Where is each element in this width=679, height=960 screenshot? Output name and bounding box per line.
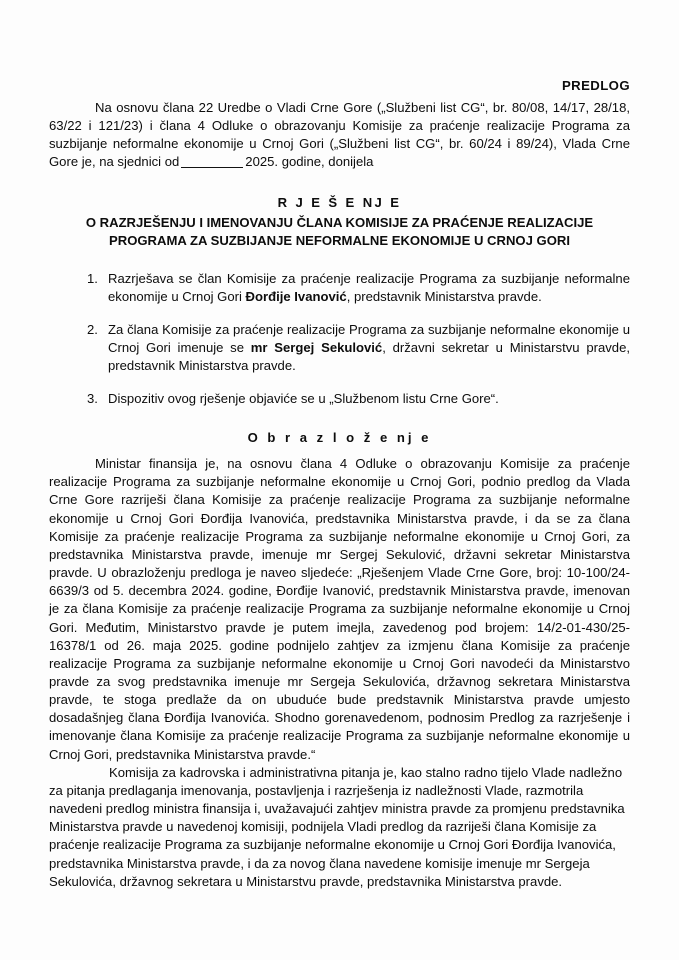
date-blank-field[interactable] [181,167,243,168]
closing-paragraph: Komisija za kadrovska i administrativna pitanja je, kao stalno radno tijelo Vlade nadležno za pitanja predlaganja imenovanja, postavljenja i razrješenja iz nadležnosti Vlade, razmotrila navedeni predlog ministra finansija i, uvažavajući zahtjev ministra pravde za promjenu predstavnika Ministarstva pravde u navedenoj komisiji, podnijela Vladi predlog da razriješi člana Komisije za praćenje realizacije Programa za suzbijanje neformalne ekonomije u Crnoj Gori Đorđija Ivanovića, predstavnika Ministarstva pravde, i da za novog člana navedene komisije imenuje mr Sergeja Sekulovića, državnog sekretara u Ministarstvu pravde, predstavnika Ministarstva pravde. [49,764,625,889]
list-item-text-part2: , predstavnik Ministarstva pravde. [346,288,542,304]
explanation-paragraph: Ministar finansija je, na osnovu člana 4 Odluke o obrazovanju Komisije za praćenje realizacije Programa za suzbijanje neformalne ekonomije u Crnoj Gori, podnio predlog da Vlada Crne Gore razriješi člana Komisije za praćenje realizacije Programa za suzbijanje neformalne ekonomije u Crnoj Gori Đorđija Ivanovića, predstavnika Ministarstva pravde, i da se za člana Komisije za praćenje realizacije Programa za suzbijanje neformalne ekonomije u Crnoj Gori, za predstavnika Ministarstva pravde, imenuje mr Sergej Sekulović, državni sekretar Ministarstva pravde. U obrazloženju predloga je naveo sljedeće: „Rješenjem Vlade Crne Gore, broj: 10-100/24-6639/3 od 5. decembra 2024. godine, Đorđije Ivanović, predstavnik Ministarstva pravde, imenovan je za člana Komisije za praćenje realizacije Programa za suzbijanje neformalne ekonomije u Crnoj Gori. Međutim, Ministarstvo pravde je putem imejla, zavedenog pod brojem: 14/2-01-430/25-16378/1 od 26. maja 2025. godine podnijelo zahtjev za izmjenu člana Komisije za praćenje realizacije Programa za suzbijanje neformalne ekonomije u Crnoj Gori navodeći da Ministarstvo pravde za svog predstavnika imenuje mr Sergeja Sekulovića, državnog sekretara Ministarstva pravde, te stoga predlaže da on ubuduće bude predstavnik Ministarstva pravde umjesto dosadašnjeg člana Đorđija Ivanovića. Shodno gorenavedenom, podnosim Predlog za razrješenje i imenovanje člana Komisije za praćenje realizacije Programa za suzbijanje neformalne ekonomije u Crnoj Gori, predstavnika Ministarstva pravde.“ [49,456,630,762]
list-item-marker: 3. [87,391,98,407]
title-line-rjesenje: R J E Š E NJ E [277,195,402,211]
preamble-paragraph [49,99,630,171]
list-item-marker: 2. [87,321,98,337]
list-item [49,321,630,375]
title-line-subject: O RAZRJEŠENJU I IMENOVANJU ČLANA KOMISIJE ZA PRAĆENJE REALIZACIJE PROGRAMA ZA SUZBIJANJE NEFORMALNE EKONOMIJE U CRNOJ GORI [85,215,594,248]
list-item-text-part1: Razrješava se član Komisije za praćenje realizacije Programa za suzbijanje neformalne ekonomije u Crnoj Gori [108,270,630,304]
decision-items-list [49,270,630,409]
list-item [49,390,630,408]
list-item-text-part1: Dispozitiv ovog rješenje objaviće se u „Službenom listu Crne Gore“. [108,391,499,407]
preamble-text-after-blank: 2025. godine, donijela [245,154,374,170]
list-item-text-part1: Za člana Komisije za praćenje realizacije Programa za suzbijanje neformalne ekonomije u Crnoj Gori imenuje se [108,321,630,355]
document-label: PREDLOG [561,78,630,93]
list-item [49,270,630,306]
list-item-marker: 1. [87,270,98,286]
document-title [49,193,630,249]
list-item-text-part2: , državni sekretar u Ministarstvu pravde, predstavnik Ministarstva pravde. [108,339,630,373]
section-heading-obrazlozenje: O b r a z l o ž e nj e [247,430,432,446]
preamble-text-before-blank: Na osnovu člana 22 Uredbe o Vladi Crne Gore („Službeni list CG“, br. 80/08, 14/17, 28/18, 63/22 i 121/23) i člana 4 Odluke o obrazovanju Komisije za praćenje realizacije Programa za suzbijanje neformalne ekonomije u Crnoj Gori („Službeni list CG“, br. 60/24 i 89/24), Vlada Crne Gore je, na sjednici od [49,100,630,170]
list-item-name-bold: mr Sergej Sekulović [250,339,383,355]
list-item-name-bold: Đorđije Ivanović [245,288,347,304]
